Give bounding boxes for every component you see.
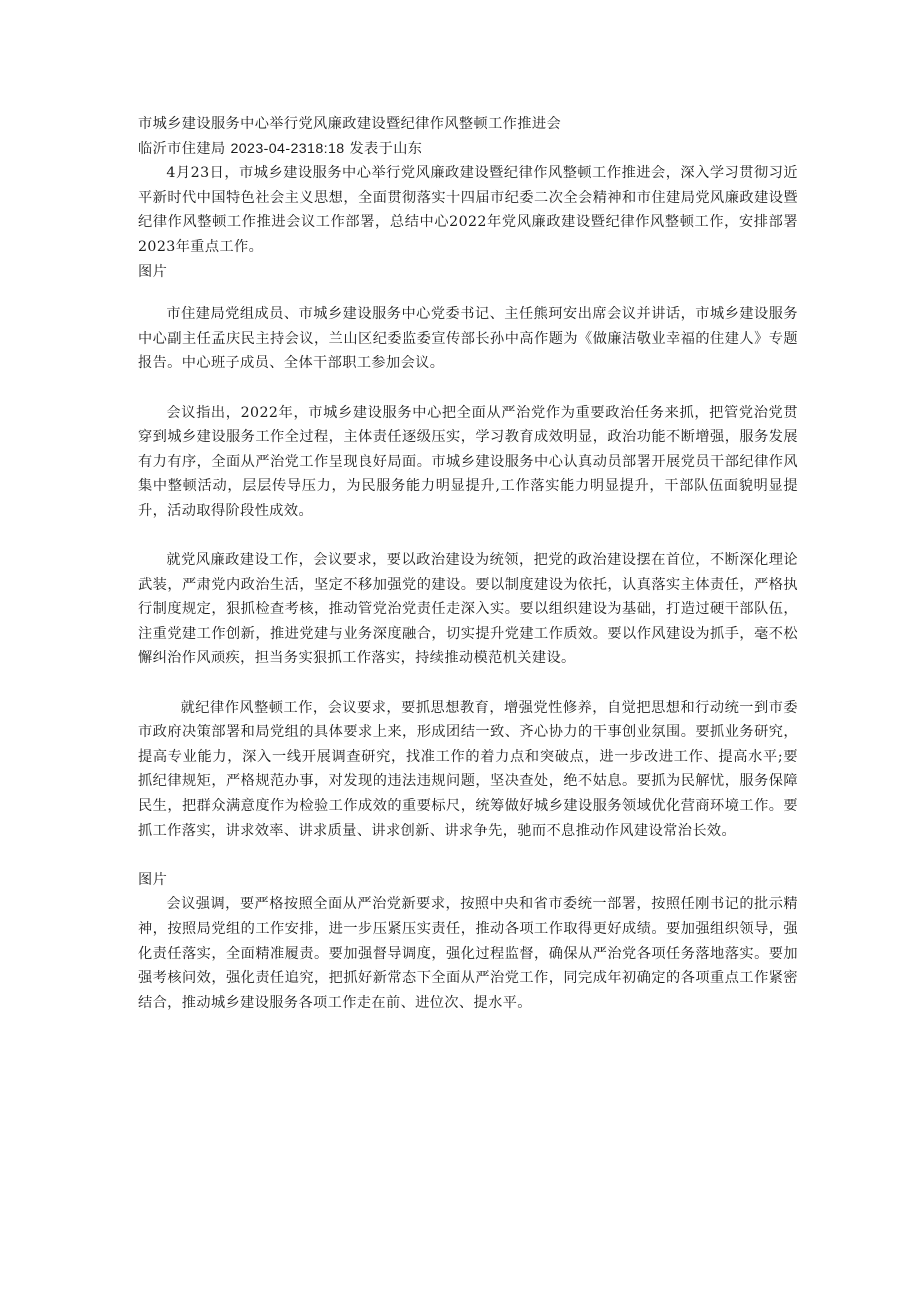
article-meta — [138, 137, 798, 162]
paragraph-discipline: 就纪律作风整顿工作，会议要求，要抓思想教育，增强党性修养，自觉把思想和行动统一到市委市政府决策部署和局党组的具体要求上来，形成团结一致、齐心协力的干事创业氛围。要抓业务研究，提高专业能力，深入一线开展调查研究，找准工作的着力点和突破点，进一步改进工作、提高水平;要抓纪律规矩，严格规范办事，对发现的违法违规问题，坚决查处，绝不姑息。要抓为民解忧，服务保障民生，把群众满意度作为检验工作成效的重要标尺，统筹做好城乡建设服务领域优化营商环境工作。要抓工作落实，讲求效率、讲求质量、讲求创新、讲求争先，驰而不息推动作风建设常治长效。 — [138, 699, 798, 839]
image-placeholder-1: 图片 — [138, 263, 168, 280]
article-datetime: 2023-04-2318:18 — [230, 140, 345, 157]
paragraph-emphasis: 会议强调，要严格按照全面从严治党新要求，按照中央和省市委统一部署，按照任刚书记的批示精神，按照局党组的工作安排，进一步压紧压实责任，推动各项工作取得更好成绩。要加强组织领导，强化责任落实，全面精准履责。要加强督导调度，强化过程监督，确保从严治党各项任务落地落实。要加强考核问效，强化责任追究，把抓好新常态下全面从严治党工作，同完成年初确定的各项重点工作紧密结合，推动城乡建设服务各项工作走在前、进位次、提水平。 — [138, 896, 798, 1011]
paragraph-meeting-points: 会议指出，2022年，市城乡建设服务中心把全面从严治党作为重要政治任务来抓，把管党治党贯穿到城乡建设服务工作全过程，主体责任逐级压实，学习教育成效明显，政治功能不断增强，服务发展有力有序，全面从严治党工作呈现良好局面。市城乡建设服务中心认真动员部署开展党员干部纪律作风集中整顿活动，层层传导压力，为民服务能力明显提升,工作落实能力明显提升，干部队伍面貌明显提升，活动取得阶段性成效。 — [138, 404, 798, 519]
article-title: 市城乡建设服务中心举行党风廉政建设暨纪律作风整顿工作推进会 — [138, 116, 562, 132]
paragraph-attendees: 市住建局党组成员、市城乡建设服务中心党委书记、主任熊珂安出席会议并讲话，市城乡建设服务中心副主任孟庆民主持会议，兰山区纪委监委宣传部长孙中高作题为《做廉洁敬业幸福的住建人》专题报告。中心班子成员、全体干部职工参加会议。 — [138, 306, 798, 372]
article-document — [138, 112, 798, 1015]
image-placeholder-2: 图片 — [138, 871, 168, 888]
paragraph-intro: 4月23日，市城乡建设服务中心举行党风廉政建设暨纪律作风整顿工作推进会，深入学习贯彻习近平新时代中国特色社会主义思想，全面贯彻落实十四届市纪委二次全会精神和市住建局党风廉政建设暨纪律作风整顿工作推进会议工作部署，总结中心2022年党风廉政建设暨纪律作风整顿工作，安排部署2023年重点工作。 — [138, 165, 798, 255]
paragraph-party-building: 就党风廉政建设工作，会议要求，要以政治建设为统领，把党的政治建设摆在首位，不断深化理论武装，严肃党内政治生活，坚定不移加强党的建设。要以制度建设为依托，认真落实主体责任，严格执行制度规定，狠抓检查考核，推动管党治党责任走深入实。要以组织建设为基础，打造过硬干部队伍，注重党建工作创新，推进党建与业务深度融合，切实提升党建工作质效。要以作风建设为抓手，毫不松懈纠治作风顽疾，担当务实狠抓工作落实，持续推动模范机关建设。 — [138, 552, 798, 667]
article-source: 临沂市住建局 — [138, 140, 226, 157]
article-location: 发表于山东 — [349, 140, 423, 157]
